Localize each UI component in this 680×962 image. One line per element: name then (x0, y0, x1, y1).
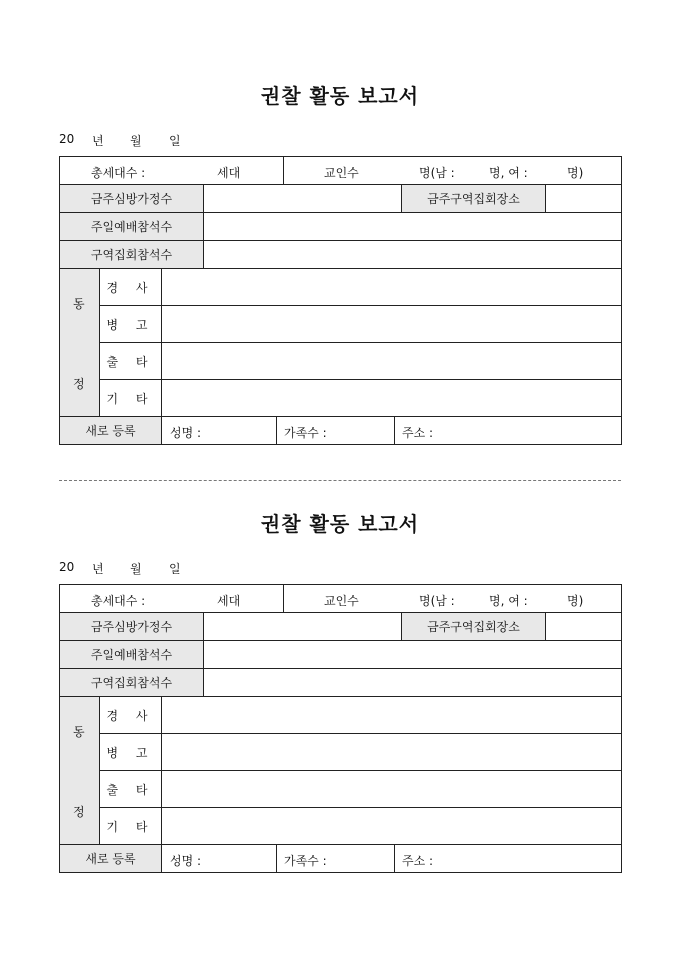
date-year: 년 (92, 134, 104, 148)
status-item-label: 경 사 (100, 697, 162, 734)
report-table (59, 584, 622, 873)
cell-meeting-label: 구역집회참석수 (60, 669, 204, 697)
visits-label: 금주심방가정수 (60, 613, 204, 641)
date-day: 일 (169, 134, 181, 148)
newcomer-address-label: 주소 : (402, 854, 434, 868)
status-item-value[interactable] (162, 380, 622, 417)
worship-value[interactable] (204, 641, 622, 669)
meeting-place-cell (402, 185, 622, 213)
members-male: 명(남 : (419, 594, 455, 608)
newcomer-divider (394, 845, 395, 872)
members-end: 명) (567, 594, 584, 608)
status-item-label: 출 타 (100, 343, 162, 380)
date-day: 일 (169, 562, 181, 576)
report-table (59, 156, 622, 445)
worship-value[interactable] (204, 213, 622, 241)
meeting-place-label: 금주구역집회장소 (402, 185, 546, 212)
worship-label: 주일예배참석수 (60, 641, 204, 669)
newcomer-family-label: 가족수 : (284, 426, 327, 440)
date-year: 년 (92, 562, 104, 576)
members-female: 명, 여 : (489, 166, 528, 180)
report-date (59, 560, 259, 576)
report-form-1 (0, 80, 680, 480)
report-title: 권찰 활동 보고서 (260, 84, 420, 108)
status-item-value[interactable] (162, 697, 622, 734)
status-item-label: 병 고 (100, 306, 162, 343)
newcomer-label: 새로 등록 (60, 417, 162, 445)
newcomer-divider (276, 845, 277, 872)
members-cell (284, 157, 622, 185)
visits-label: 금주심방가정수 (60, 185, 204, 213)
newcomer-label: 새로 등록 (60, 845, 162, 873)
newcomer-divider (394, 417, 395, 444)
status-item-value[interactable] (162, 771, 622, 808)
cell-meeting-value[interactable] (204, 241, 622, 269)
members-label: 교인수 (324, 594, 359, 608)
newcomer-family-label: 가족수 : (284, 854, 327, 868)
status-item-label: 병 고 (100, 734, 162, 771)
date-year-prefix: 20 (59, 132, 75, 146)
status-label-top: 동 (73, 297, 85, 311)
worship-label: 주일예배참석수 (60, 213, 204, 241)
status-label-bottom: 정 (73, 805, 85, 819)
visits-value[interactable] (204, 185, 402, 213)
members-female: 명, 여 : (489, 594, 528, 608)
households-cell (60, 157, 284, 185)
members-end: 명) (567, 166, 584, 180)
newcomer-name-label: 성명 : (170, 426, 202, 440)
status-item-label: 기 타 (100, 380, 162, 417)
visits-value[interactable] (204, 613, 402, 641)
status-item-label: 경 사 (100, 269, 162, 306)
members-cell (284, 585, 622, 613)
households-label: 총세대수 : (91, 594, 146, 608)
report-date (59, 132, 259, 148)
households-cell (60, 585, 284, 613)
households-unit: 세대 (217, 594, 241, 608)
members-label: 교인수 (324, 166, 359, 180)
newcomer-name-label: 성명 : (170, 854, 202, 868)
cell-meeting-label: 구역집회참석수 (60, 241, 204, 269)
status-label-bottom: 정 (73, 377, 85, 391)
status-item-label: 기 타 (100, 808, 162, 845)
report-title: 권찰 활동 보고서 (260, 512, 420, 536)
meeting-place-cell (402, 613, 622, 641)
report-form-2 (0, 508, 680, 908)
status-label-cell (60, 269, 100, 417)
cell-meeting-value[interactable] (204, 669, 622, 697)
households-label: 총세대수 : (91, 166, 146, 180)
date-year-prefix: 20 (59, 560, 75, 574)
members-male: 명(남 : (419, 166, 455, 180)
status-item-value[interactable] (162, 808, 622, 845)
newcomer-cell (162, 417, 622, 445)
status-label-top: 동 (73, 725, 85, 739)
date-month: 월 (130, 562, 142, 576)
newcomer-address-label: 주소 : (402, 426, 434, 440)
status-item-value[interactable] (162, 343, 622, 380)
cut-line (59, 480, 621, 481)
meeting-place-label: 금주구역집회장소 (402, 613, 546, 640)
status-item-value[interactable] (162, 306, 622, 343)
date-month: 월 (130, 134, 142, 148)
newcomer-divider (276, 417, 277, 444)
status-item-label: 출 타 (100, 771, 162, 808)
status-item-value[interactable] (162, 734, 622, 771)
households-unit: 세대 (217, 166, 241, 180)
status-item-value[interactable] (162, 269, 622, 306)
status-label-cell (60, 697, 100, 845)
newcomer-cell (162, 845, 622, 873)
